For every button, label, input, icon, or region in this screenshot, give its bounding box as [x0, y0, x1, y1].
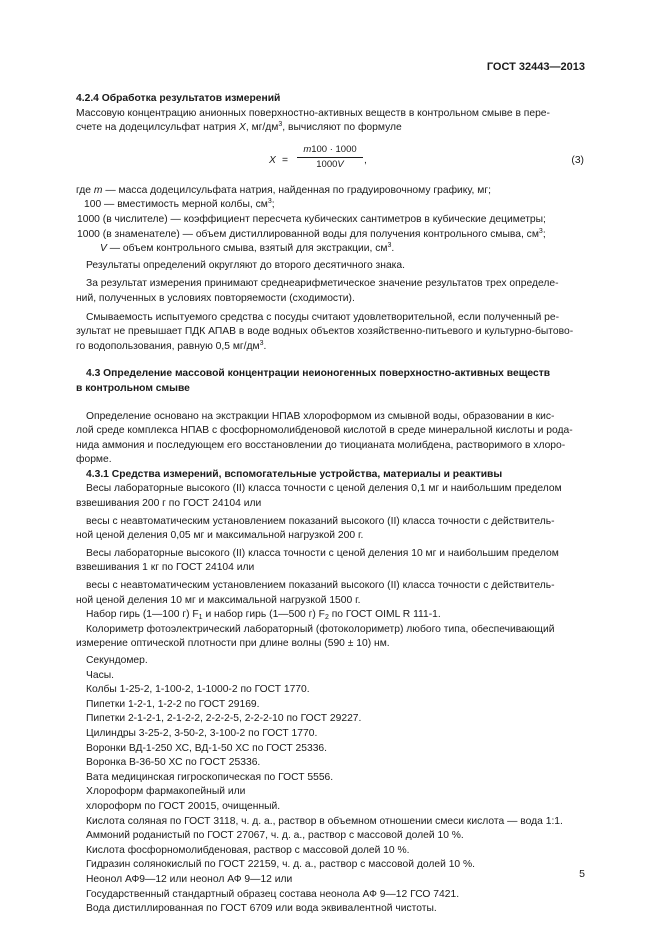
superscript: 3	[278, 121, 283, 129]
page-content	[76, 90, 584, 917]
section-4-3-heading-cont	[66, 382, 584, 397]
paragraph	[66, 184, 584, 199]
superscript: 3	[259, 339, 264, 347]
definition-line	[67, 213, 584, 228]
paragraph	[66, 121, 584, 136]
section-4-3-heading	[76, 367, 584, 382]
formula-fraction	[297, 144, 363, 171]
list-item: Вата медицинская гигроскопическая по ГОСТ 5556.	[86, 771, 334, 783]
text-fragment: Набор гирь (1—100 г) F	[86, 609, 199, 621]
text-fragment: счете на додецилсульфат натрия	[76, 122, 239, 134]
list-item: Государственный стандартный образец состава неонола АФ 9—12 ГСО 7421.	[86, 888, 460, 900]
list-item: Воронки ВД-1-250 ХС, ВД-1-50 ХС по ГОСТ 25336.	[86, 742, 328, 754]
text-fragment: ;	[542, 228, 546, 240]
list-item: Вода дистиллированная по ГОСТ 6709 или вода эквивалентной чистоты.	[86, 903, 437, 915]
section-4-3-1-heading	[76, 468, 584, 483]
formula-3	[76, 142, 584, 182]
text-fragment: где	[76, 184, 94, 196]
list-item: Воронка В-36-50 ХС по ГОСТ 25336.	[86, 757, 261, 769]
subscript: 2	[324, 614, 329, 622]
list-item: Кислота фосфорномолибденовая, раствор с массовой долей 10 %.	[86, 844, 410, 856]
text-line: ной ценой деления 10 мг и максимальной нагрузкой 1500 г.	[76, 594, 361, 606]
text-line: Определение основано на экстракции НПАВ хлороформом из смывной воды, образовании в кис-	[86, 410, 555, 422]
paragraph	[76, 410, 584, 425]
list-item: Колбы 1-25-2, 1-100-2, 1-1000-2 по ГОСТ 1770.	[86, 684, 310, 696]
paragraph	[76, 608, 584, 623]
text-line: лой среде комплекса НПАВ с фосфорномолибденовой кислотой в среде минеральной кислоты и рода-	[76, 425, 573, 437]
paragraph	[76, 259, 584, 274]
paragraph	[66, 453, 584, 468]
paragraph	[66, 637, 584, 652]
text-line: ний, полученных в условиях повторяемости (сходимости).	[76, 292, 355, 304]
list-item: Неонол АФ9—12 или неонол АФ 9—12 или	[86, 873, 293, 885]
list-item: Аммоний роданистый по ГОСТ 27067, ч. д. а., раствор с массовой долей 10 %.	[86, 830, 464, 842]
paragraph	[76, 277, 584, 292]
text-line: взвешивания 200 г по ГОСТ 24104 или	[76, 498, 262, 510]
paragraph	[76, 623, 584, 638]
definition-line	[90, 242, 584, 257]
text-line: взвешивания 1 кг по ГОСТ 24104 или	[76, 562, 255, 574]
formula-comma: ,	[364, 154, 367, 166]
variable: m	[93, 184, 103, 196]
text-line: Результаты определений округляют до второго десятичного знака.	[86, 259, 405, 271]
paragraph	[76, 579, 584, 594]
text-fragment: го водопользования, равную 0,5 мг/дм	[76, 340, 260, 352]
section-title: в контрольном смыве	[76, 382, 190, 394]
list-item: Пипетки 2-1-2-1, 2-1-2-2, 2-2-2-5, 2-2-2-10 по ГОСТ 29227.	[86, 713, 362, 725]
paragraph	[66, 594, 584, 609]
list-item: Пипетки 1-2-1, 1-2-2 по ГОСТ 29169.	[86, 698, 260, 710]
section-title: 4.3.1 Средства измерений, вспомогательные устройства, материалы и реактивы	[86, 468, 503, 480]
page-number: 5	[579, 868, 585, 880]
paragraph	[66, 325, 584, 340]
list-item: Секундомер.	[86, 655, 148, 666]
text-line: ной ценой деления 0,05 мг и максимальной нагрузкой 200 г.	[76, 530, 364, 542]
superscript: 3	[538, 227, 543, 235]
paragraph	[66, 424, 584, 439]
paragraph	[76, 547, 584, 562]
formula-lhs: X	[269, 154, 276, 166]
section-4-2-4-heading	[76, 92, 584, 107]
section-title: 4.3 Определение массовой концентрации неионогенных поверхностно-активных веществ	[86, 368, 551, 380]
text-line: За результат измерения принимают среднеарифметическое значение результатов трех определе-	[86, 278, 559, 290]
text-fragment: 1000 (в числителе) — коэффициент пересчета кубических сантиметров в кубические дециметры;	[77, 213, 546, 225]
formula-numerator	[297, 144, 363, 158]
paragraph	[66, 292, 584, 307]
text-line: Весы лабораторные высокого (II) класса точности с ценой деления 10 мг и наибольшим пределом	[86, 547, 559, 559]
text-line: Колориметр фотоэлектрический лабораторный (фотоколориметр) любого типа, обеспечивающий	[86, 623, 555, 635]
list-item: Часы.	[86, 669, 114, 681]
formula-denominator	[297, 158, 363, 171]
list-item: Хлороформ фармакопейный или	[86, 786, 246, 798]
list-item: Кислота соляная по ГОСТ 3118, ч. д. а., раствор в объемном отношении смеси кислота — вода 1:1.	[86, 815, 563, 827]
text-fragment: .	[263, 340, 267, 352]
paragraph	[66, 439, 584, 454]
paragraph	[66, 497, 584, 512]
text-fragment: по ГОСТ OIML R 111-1.	[328, 609, 441, 621]
text-line: зультат не превышает ПДК АПАВ в воде водных объектов хозяйственно-питьевого и культурно-бытово-	[76, 326, 574, 338]
variable: m	[303, 143, 312, 155]
paragraph	[76, 482, 584, 497]
variable: V	[337, 158, 344, 170]
text-fragment: , мг/дм	[245, 122, 279, 134]
standard-designation: ГОСТ 32443—2013	[486, 61, 585, 73]
materials-list	[76, 654, 584, 917]
text-line: Весы лабораторные высокого (II) класса точности с ценой деления 0,1 мг и наибольшим пределом	[86, 483, 562, 495]
text-line: Массовую концентрацию анионных поверхностно-активных веществ в контрольном смыве в пере-	[76, 107, 550, 119]
definition-line	[67, 228, 584, 243]
text-fragment: 1000	[316, 158, 338, 170]
section-title: 4.2.4 Обработка результатов измерений	[76, 93, 281, 104]
text-fragment: 1000 (в знаменателе) — объем дистиллированной воды для получения контрольного смыва, см	[77, 228, 539, 240]
text-fragment: — масса додецилсульфата натрия, найденная по градуировочному графику, мг;	[102, 184, 491, 196]
text-fragment: .	[391, 243, 395, 255]
paragraph	[76, 311, 584, 326]
text-fragment: ;	[271, 199, 275, 211]
text-fragment: 100 — вместимость мерной колбы, см	[84, 199, 268, 211]
paragraph	[66, 340, 584, 355]
text-fragment: и набор гирь (1—500 г) F	[202, 609, 325, 621]
variable: X	[238, 122, 246, 134]
definition-line	[74, 198, 584, 213]
text-line: форме.	[76, 454, 112, 466]
list-item: Гидразин солянокислый по ГОСТ 22159, ч. д. а., раствор с массовой долей 10 %.	[86, 859, 476, 871]
paragraph	[76, 107, 584, 122]
text-line: измерение оптической плотности при длине волны (590 ± 10) нм.	[76, 638, 390, 650]
text-fragment: , вычисляют по формуле	[282, 122, 402, 134]
paragraph	[66, 561, 584, 576]
superscript: 3	[387, 242, 392, 250]
paragraph	[66, 529, 584, 544]
text-line: Смываемость испытуемого средства с посуды считают удовлетворительной, если полученный ре-	[86, 311, 560, 323]
text-line: нида аммония и последующем его восстановлении до тиоцианата молибдена, растворимого в хлоро-	[76, 439, 566, 451]
formula-number: (3)	[571, 154, 584, 166]
text-fragment: — объем контрольного смыва, взятый для экстракции, см	[106, 243, 388, 255]
text-line: весы с неавтоматическим установлением показаний высокого (II) класса точности с действитель-	[86, 580, 555, 592]
formula-equals: =	[282, 154, 289, 166]
variable: V	[100, 243, 107, 255]
subscript: 1	[198, 614, 203, 622]
text-fragment: 100 · 1000	[311, 143, 357, 155]
paragraph	[76, 515, 584, 530]
list-item: Цилиндры 3-25-2, 3-50-2, 3-100-2 по ГОСТ 1770.	[86, 727, 318, 739]
text-line: весы с неавтоматическим установлением показаний высокого (II) класса точности с действитель-	[86, 515, 555, 527]
list-item: хлороформ по ГОСТ 20015, очищенный.	[86, 800, 281, 812]
superscript: 3	[267, 198, 272, 206]
